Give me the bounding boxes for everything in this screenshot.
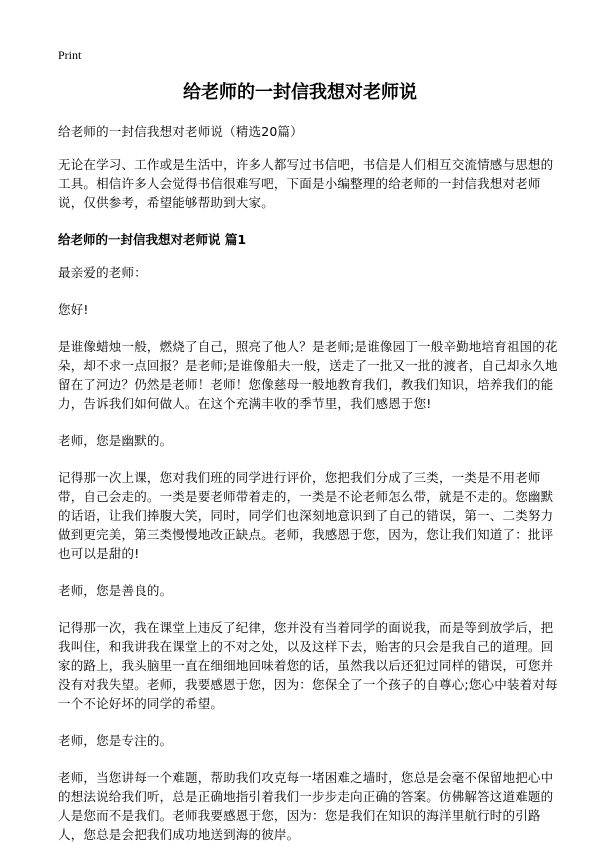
body-paragraph: 老师，当您讲每一个难题，帮助我们攻克每一堵困难之墙时，您总是会毫不保留地把心中的想法说给我们听，总是正确地指引着我们一步步走向正确的答案。仿佛解答这道难题的人是您而不是我们。老师我要感恩于您，因为：您是我们在知识的海洋里航行时的引路人，您总是会把我们成功地送到海的彼岸。 — [58, 770, 554, 842]
body-paragraph: 记得那一次，我在课堂上违反了纪律，您并没有当着同学的面说我，而是等到放学后，把我叫住，和我讲我在课堂上的不对之处，以及这样下去，贻害的只会是我自己的道理。回家的路上，我头脑里一直在细细地回味着您的话，虽然我以后还犯过同样的错误，可您并没有对我失望。老师，我要感恩于您，因为：您保全了一个孩子的自尊心;您心中装着对每一个不论好坏的同学的希望。 — [58, 620, 558, 711]
body-paragraph: 老师，您是幽默的。 — [58, 433, 173, 448]
print-link[interactable]: Print — [58, 48, 82, 62]
article-body — [58, 122, 558, 862]
body-paragraph: 是谁像蜡烛一般，燃烧了自己，照亮了他人？是老师;是谁像园丁一般辛勤地培育祖国的花朵，却不求一点回报？是老师;是谁像船夫一般，送走了一批又一批的渡者，自己却永久地留在了河边？仍然是老师！老师！您像慈母一般地教育我们，教我们知识，培养我们的能力，告诉我们如何做人。在这个充满丰收的季节里，我们感恩于您! — [58, 339, 558, 411]
section-heading: 给老师的一封信我想对老师说 篇1 — [58, 232, 247, 247]
article-subtitle: 给老师的一封信我想对老师说（精选20篇） — [58, 124, 303, 139]
body-paragraph: 老师，您是善良的。 — [58, 583, 173, 598]
letter-greeting: 您好! — [58, 302, 89, 317]
letter-salutation: 最亲爱的老师： — [58, 265, 147, 280]
body-paragraph: 记得那一次上课，您对我们班的同学进行评价，您把我们分成了三类，一类是不用老师带，自己会走的。一类是要老师带着走的，一类是不论老师怎么带，就是不走的。您幽默的话语，让我们捧腹大笑，同时，同学们也深刻地意识到了自己的错误，第一、二类努力做到更完美，第三类慢慢地改正缺点。老师，我感恩于您，因为，您让我们知道了：批评也可以是甜的! — [58, 470, 554, 561]
intro-paragraph: 无论在学习、工作或是生活中，许多人都写过书信吧，书信是人们相互交流情感与思想的工具。相信许多人会觉得书信很难写吧，下面是小编整理的给老师的一封信我想对老师说，仅供参考，希望能够帮助到大家。 — [58, 157, 554, 210]
page-title: 给老师的一封信我想对老师说 — [183, 82, 417, 103]
body-paragraph: 老师，您是专注的。 — [58, 733, 173, 748]
